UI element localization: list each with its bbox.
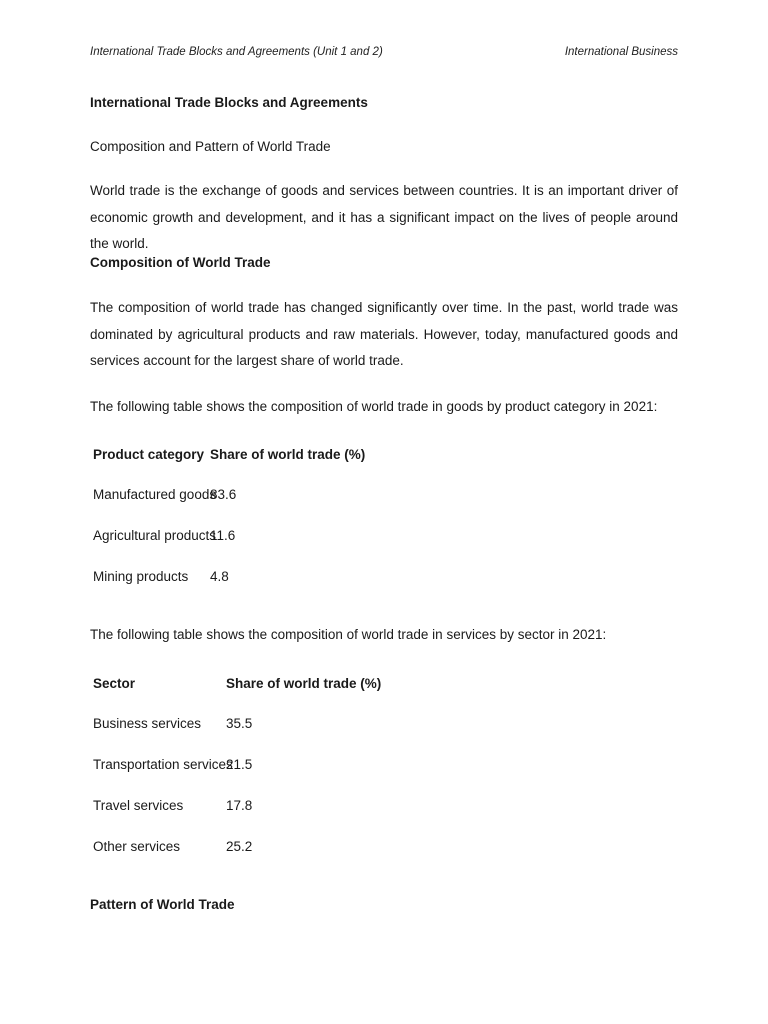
services-table-intro: The following table shows the composition of world trade in services by sector in 2021: xyxy=(90,627,607,642)
table-cell: Other services xyxy=(93,839,181,854)
table-cell: Manufactured goods xyxy=(93,487,217,502)
table-cell: 21.5 xyxy=(226,757,253,772)
table-cell: Transportation services xyxy=(93,757,233,772)
table-header-cell: Product category xyxy=(93,447,205,462)
table-header-cell: Sector xyxy=(93,676,136,691)
table-cell: 25.2 xyxy=(226,839,253,854)
table-cell: 11.6 xyxy=(210,528,236,543)
table-cell: Mining products xyxy=(93,569,189,584)
table-cell: 35.5 xyxy=(226,716,253,731)
section-heading-composition: Composition of World Trade xyxy=(90,255,271,270)
document-title: International Trade Blocks and Agreements xyxy=(90,95,368,110)
table-cell: Travel services xyxy=(93,798,184,813)
table-cell: 17.8 xyxy=(226,798,253,813)
composition-paragraph: The composition of world trade has changed significantly over time. In the past, world trade was dominated by agricultural products and raw materials. However, today, manufactured goods and services account for the largest share of world trade. xyxy=(90,300,678,368)
header-left-text: International Trade Blocks and Agreements (Unit 1 and 2) xyxy=(90,46,383,58)
header-right-text: International Business xyxy=(564,46,678,58)
goods-table-intro: The following table shows the composition of world trade in goods by product category in 2021: xyxy=(90,399,658,414)
table-header-cell: Share of world trade (%) xyxy=(226,676,382,691)
table-cell: Business services xyxy=(93,716,202,731)
table-cell: 4.8 xyxy=(210,569,229,584)
table-cell: 83.6 xyxy=(210,487,237,502)
section-heading-pattern: Pattern of World Trade xyxy=(90,897,235,912)
document-subtitle: Composition and Pattern of World Trade xyxy=(90,139,331,154)
table-cell: Agricultural products xyxy=(93,528,217,543)
table-header-cell: Share of world trade (%) xyxy=(210,447,366,462)
intro-paragraph: World trade is the exchange of goods and services between countries. It is an important driver of economic growth and development, and it has a significant impact on the lives of people around the world. xyxy=(90,183,678,251)
running-header xyxy=(90,46,678,62)
